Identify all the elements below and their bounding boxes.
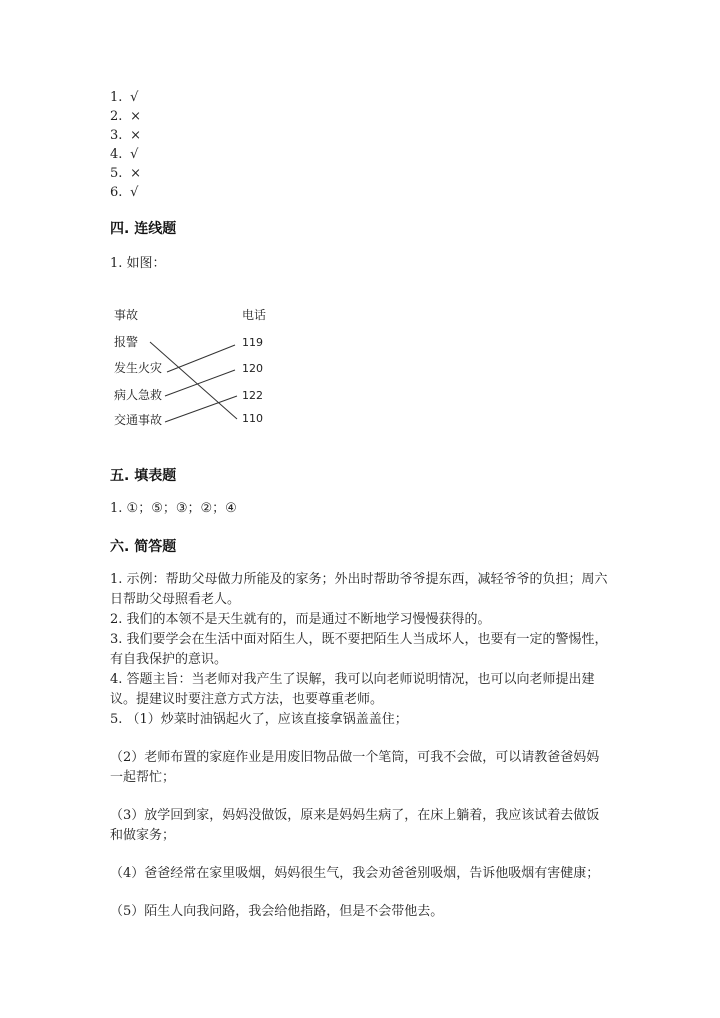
matching-diagram [105, 300, 285, 435]
right-item: 122 [242, 389, 263, 402]
fill-table-answer: 1. ①；⑤；③；②；④ [110, 501, 237, 516]
cross-mark: × [130, 128, 142, 143]
left-item: 病人急救 [114, 388, 163, 402]
right-item: 110 [242, 412, 263, 425]
tf-answer: 4. √ [110, 147, 139, 162]
short-answer: 5. （1）炒菜时油锅起火了，应该直接拿锅盖盖住； [110, 712, 408, 727]
check-mark: √ [130, 185, 139, 200]
tf-answer: 6. √ [110, 185, 139, 200]
short-answer: 1. 示例：帮助父母做力所能及的家务；外出时帮助爷爷提东西，减轻爷爷的负担；周六日帮助父母照看老人。 [110, 572, 608, 607]
tf-answer: 3. × [110, 128, 142, 143]
right-item: 120 [242, 362, 263, 375]
short-answer: 3. 我们要学会在生活中面对陌生人，既不要把陌生人当成坏人，也要有一定的警惕性，有自我保护的意识。 [110, 632, 608, 667]
check-mark: √ [130, 147, 139, 162]
sub-answer: （5）陌生人向我问路，我会给他指路，但是不会带他去。 [110, 904, 444, 919]
right-header: 电话 [242, 308, 267, 322]
section-title-fill-table: 五. 填表题 [110, 468, 177, 484]
left-item: 报警 [114, 335, 139, 349]
section-title-matching: 四. 连线题 [110, 221, 177, 237]
sub-answer: （3）放学回到家，妈妈没做饭，原来是妈妈生病了，在床上躺着，我应该试着去做饭和做家务； [110, 808, 600, 843]
short-answer: 2. 我们的本领不是天生就有的，而是通过不断地学习慢慢获得的。 [110, 612, 491, 627]
short-answer: 4. 答题主旨：当老师对我产生了误解，我可以向老师说明情况，也可以向老师提出建议。提建议时要注意方式方法，也要尊重老师。 [110, 672, 595, 707]
sub-answer: （2）老师布置的家庭作业是用废旧物品做一个笔筒，可我不会做，可以请教爸爸妈妈一起帮忙； [110, 750, 600, 785]
section-title-short-answer: 六. 简答题 [110, 539, 177, 555]
cross-mark: × [130, 166, 142, 181]
true-false-answers [110, 88, 141, 202]
tf-answer: 5. × [110, 166, 142, 181]
sub-answer: （4）爸爸经常在家里吸烟，妈妈很生气，我会劝爸爸别吸烟，告诉他吸烟有害健康； [110, 866, 600, 881]
tf-answer: 2. × [110, 109, 142, 124]
tf-answer: 1. √ [110, 90, 139, 105]
left-item: 交通事故 [114, 413, 163, 427]
right-item: 119 [242, 336, 263, 349]
check-mark: √ [130, 90, 139, 105]
matching-item: 1. 如图： [110, 256, 166, 271]
cross-mark: × [130, 109, 142, 124]
left-header: 事故 [114, 308, 139, 322]
left-item: 发生火灾 [114, 361, 163, 375]
short-answer-list [110, 570, 610, 922]
